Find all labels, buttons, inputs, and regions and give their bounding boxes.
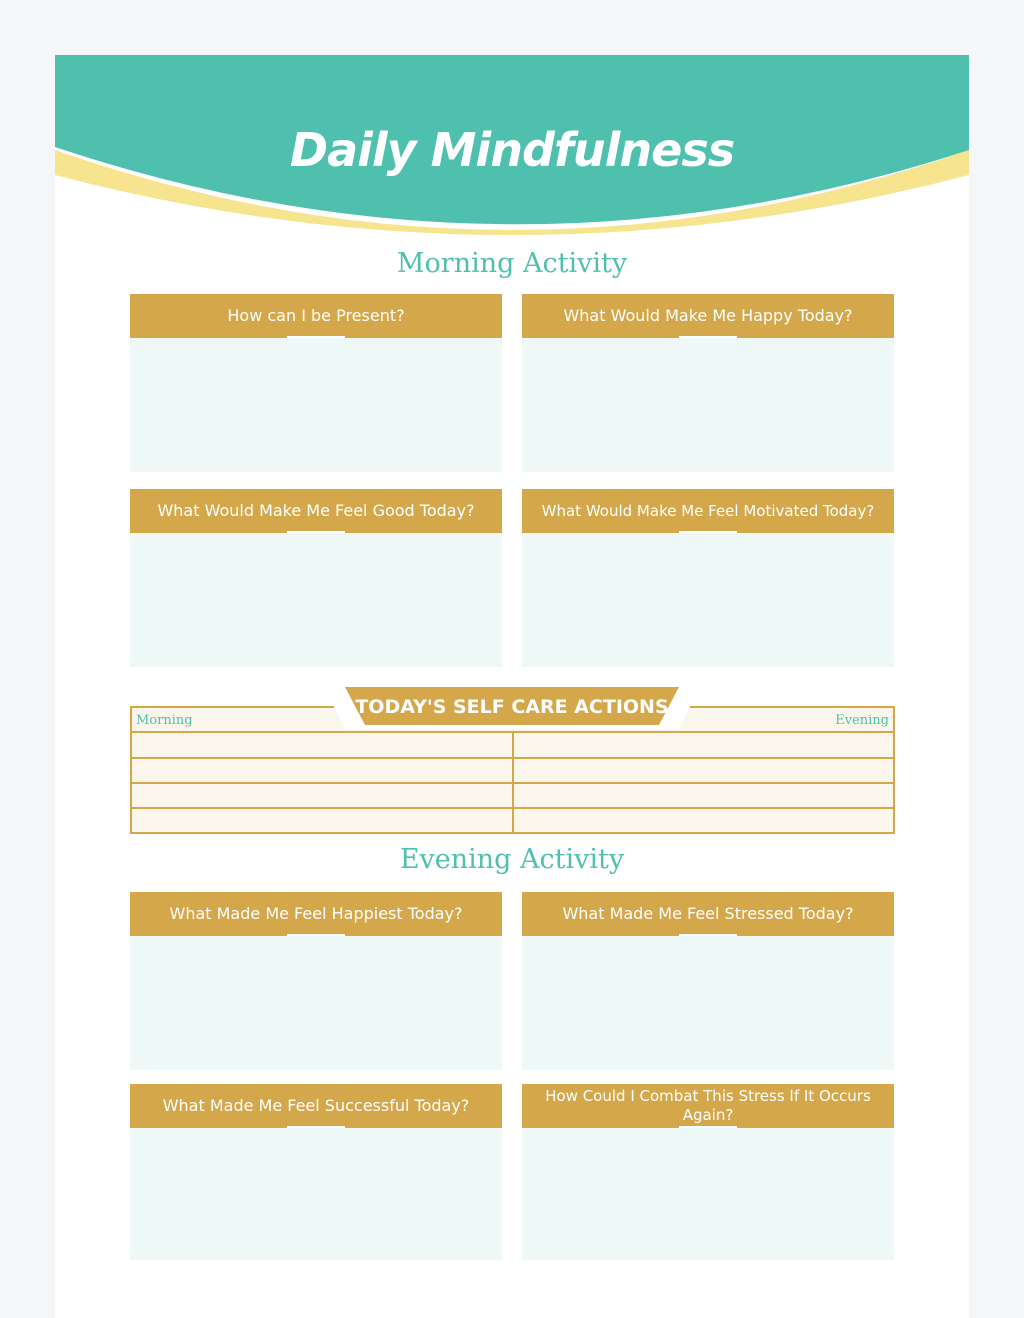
card-header: What Made Me Feel Stressed Today? — [522, 892, 894, 936]
writing-area[interactable] — [522, 338, 894, 472]
card-header: What Would Make Me Feel Good Today? — [130, 489, 502, 533]
worksheet-page — [55, 55, 969, 1318]
card-header: What Would Make Me Feel Motivated Today? — [522, 489, 894, 533]
evening-card-combat-stress — [522, 1084, 894, 1260]
self-care-banner-title: TODAY'S SELF CARE ACTIONS — [355, 696, 669, 718]
morning-card-feel-good — [130, 489, 502, 667]
evening-card-happiest — [130, 892, 502, 1070]
card-header: What Made Me Feel Happiest Today? — [130, 892, 502, 936]
morning-action-cell[interactable] — [132, 759, 512, 782]
card-header: How can I be Present? — [130, 294, 502, 338]
card-header: How Could I Combat This Stress If It Occurs Again? — [522, 1084, 894, 1128]
evening-activity-heading: Evening Activity — [399, 844, 625, 875]
page-title: Daily Mindfulness — [289, 123, 735, 177]
card-header: What Would Make Me Happy Today? — [522, 294, 894, 338]
evening-card-successful — [130, 1084, 502, 1260]
writing-area[interactable] — [522, 1128, 894, 1260]
evening-action-cell[interactable] — [514, 784, 895, 807]
writing-area[interactable] — [130, 338, 502, 472]
morning-card-happy — [522, 294, 894, 472]
writing-area[interactable] — [522, 936, 894, 1070]
evening-action-cell[interactable] — [514, 809, 895, 832]
morning-column-label: Morning — [136, 713, 193, 728]
morning-card-present — [130, 294, 502, 472]
morning-activity-heading: Morning Activity — [396, 248, 628, 279]
morning-card-motivated — [522, 489, 894, 667]
evening-card-stressed — [522, 892, 894, 1070]
morning-action-cell[interactable] — [132, 733, 512, 756]
evening-action-cell[interactable] — [514, 759, 895, 782]
writing-area[interactable] — [130, 1128, 502, 1260]
morning-action-cell[interactable] — [132, 784, 512, 807]
writing-area[interactable] — [130, 936, 502, 1070]
writing-area[interactable] — [522, 533, 894, 667]
writing-area[interactable] — [130, 533, 502, 667]
evening-column-label: Evening — [835, 713, 889, 728]
evening-action-cell[interactable] — [514, 733, 895, 756]
card-header: What Made Me Feel Successful Today? — [130, 1084, 502, 1128]
morning-action-cell[interactable] — [132, 809, 512, 832]
